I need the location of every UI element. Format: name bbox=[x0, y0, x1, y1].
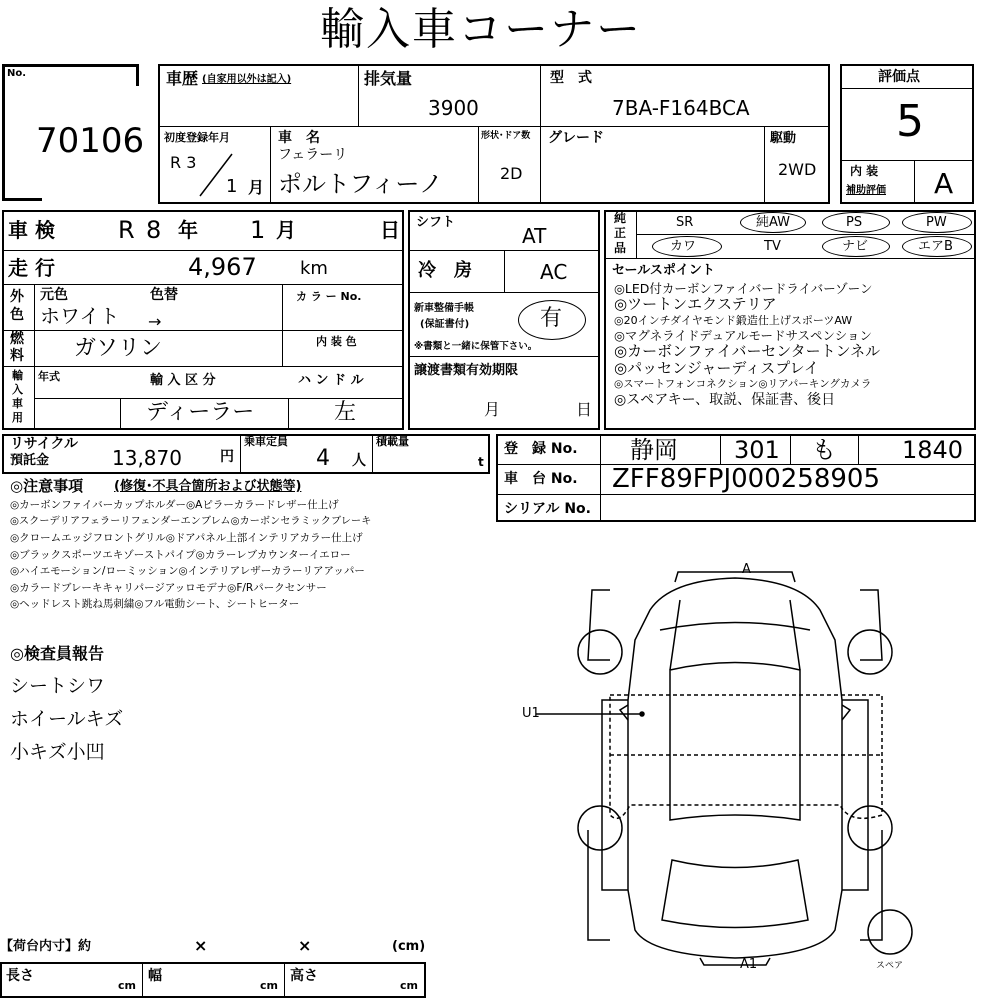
handle-value: 左 bbox=[334, 400, 357, 425]
shift-value: AT bbox=[522, 224, 547, 248]
notes-subtitle: (修復･不具合箇所および状態等) bbox=[114, 479, 302, 494]
first-reg-year: R 3 bbox=[170, 153, 197, 172]
wheel-front-right bbox=[848, 630, 892, 674]
note-item: ◎ハイエモーション/ローミッション◎インテリアレザーカラーリアアッパー bbox=[10, 565, 365, 577]
new-car-manual-note: ※書類と一緒に保管下さい。 bbox=[414, 341, 538, 352]
equip-tv: TV bbox=[764, 239, 781, 254]
capacity-unit: 人 bbox=[352, 453, 366, 469]
cargo-height-unit: cm bbox=[400, 979, 418, 992]
front-bumper bbox=[675, 572, 795, 582]
first-reg-month: 1 bbox=[226, 176, 238, 197]
first-reg-month-unit: 月 bbox=[248, 178, 265, 197]
inspection-day-unit: 日 bbox=[380, 218, 400, 242]
recycle-sub-label: 預託金 bbox=[10, 453, 50, 468]
lot-label: No. bbox=[7, 68, 27, 79]
cargo-x1: × bbox=[194, 936, 208, 955]
cargo-x2: × bbox=[298, 936, 312, 955]
registration-label: 登 録 No. bbox=[504, 441, 578, 457]
notes-title: ◎注意事項 bbox=[10, 477, 84, 495]
car-body-outline bbox=[628, 578, 842, 958]
shift-label: シフト bbox=[416, 215, 456, 230]
transfer-day-unit: 日 bbox=[576, 400, 593, 419]
mileage-label: 走 行 bbox=[8, 256, 55, 280]
page-title: 輸入車コーナー bbox=[320, 4, 642, 55]
equip-leather: カワ bbox=[670, 239, 697, 254]
orig-color-label: 元色 bbox=[40, 287, 68, 303]
exterior-side-2: 色 bbox=[10, 307, 24, 323]
cargo-length-unit: cm bbox=[118, 979, 136, 992]
right-mirror bbox=[842, 705, 850, 720]
inspection-month: 1 bbox=[250, 216, 266, 244]
equipment-side-2: 正 bbox=[614, 226, 627, 240]
diagram-rear-label: A1 bbox=[740, 957, 758, 972]
inspector-item: シートシワ bbox=[10, 675, 106, 697]
cargo-title: 【荷台内寸】約 bbox=[0, 939, 92, 954]
inspector-title: ◎検査員報告 bbox=[10, 644, 104, 663]
car-name: ポルトフィーノ bbox=[278, 170, 443, 198]
drive-label: 駆動 bbox=[770, 131, 797, 146]
sales-points-label: セールスポイント bbox=[612, 263, 715, 278]
displacement-label: 排気量 bbox=[364, 69, 413, 88]
drive-value: 2WD bbox=[778, 160, 817, 179]
diagram-mark-label: U1 bbox=[522, 706, 540, 721]
cargo-width-unit: cm bbox=[260, 979, 278, 992]
note-item: ◎ブラックスポーツエキゾーストパイプ◎カラーレブカウンターイエロー bbox=[10, 548, 351, 561]
import-side-4: 用 bbox=[12, 411, 23, 424]
lot-value: 70106 bbox=[36, 121, 145, 161]
wheel-rear-left bbox=[578, 806, 622, 850]
import-side-2: 入 bbox=[12, 383, 23, 396]
note-item: ◎カーボンファイバーカップホルダー◎Aピラーカラードレザー仕上げ bbox=[10, 499, 339, 511]
sales-point: ◎20インチダイヤモンド鍛造仕上げスポーツAW bbox=[614, 314, 853, 327]
cargo-box bbox=[0, 962, 426, 998]
new-car-manual-label: 新車整備手帳 bbox=[414, 303, 474, 314]
sales-point: ◎マグネライドデュアルモードサスペンション bbox=[614, 328, 872, 343]
car-name-label: 車 名 bbox=[278, 130, 320, 146]
notes-list bbox=[10, 497, 495, 613]
ac-value: AC bbox=[540, 260, 568, 284]
inspector-item: 小キズ小凹 bbox=[10, 741, 105, 763]
transfer-month-unit: 月 bbox=[484, 400, 501, 419]
equip-airbag: エアB bbox=[918, 239, 953, 254]
body-label: 形状･ドア数 bbox=[481, 131, 531, 141]
inspection-month-unit: 月 bbox=[276, 218, 296, 242]
equip-pw: PW bbox=[926, 215, 947, 230]
mileage-value: 4,967 bbox=[188, 253, 257, 281]
equip-sr: SR bbox=[676, 215, 694, 230]
fuel-side-1: 燃 bbox=[10, 331, 24, 347]
chassis-label: 車 台 No. bbox=[504, 471, 578, 487]
grade-label: グレード bbox=[548, 130, 604, 146]
fuel-value: ガソリン bbox=[74, 336, 163, 361]
note-item: ◎カラードブレーキキャリパージアッロモデナ◎F/Rパークセンサー bbox=[10, 581, 327, 594]
spare-wheel bbox=[868, 910, 912, 954]
sales-point: ◎パッセンジャーディスプレイ bbox=[614, 359, 819, 377]
interior-dashed-outline bbox=[610, 695, 882, 818]
import-type-label: 輸 入 区 分 bbox=[150, 373, 216, 388]
ac-label: 冷 房 bbox=[418, 260, 472, 281]
exterior-side-1: 外 bbox=[10, 289, 24, 305]
wheel-rear-right bbox=[848, 806, 892, 850]
registration-pref: 静岡 bbox=[630, 436, 678, 464]
diagram-front-label: A bbox=[742, 562, 751, 577]
wheel-front-left bbox=[578, 630, 622, 674]
mileage-unit: km bbox=[300, 258, 328, 279]
inspection-year-unit: 年 bbox=[178, 218, 198, 242]
equipment-side-3: 品 bbox=[614, 241, 627, 255]
note-item: ◎スクーデリアフェラーリフェンダーエンブレム◎カーボンセラミックブレーキ bbox=[10, 515, 372, 527]
import-side-1: 輸 bbox=[12, 369, 23, 382]
cargo-unit: (cm) bbox=[392, 939, 426, 954]
load-label: 積載量 bbox=[376, 435, 409, 448]
equipment-side-1: 純 bbox=[614, 211, 627, 225]
score-value: 5 bbox=[896, 96, 924, 147]
orig-color-value: ホワイト bbox=[40, 304, 120, 328]
equip-ps: PS bbox=[846, 215, 863, 230]
equip-navi: ナビ bbox=[842, 239, 869, 254]
registration-class: 301 bbox=[734, 436, 780, 464]
sales-point: ◎スペアキー、取説、保証書、後日 bbox=[614, 392, 836, 408]
import-side-3: 車 bbox=[12, 397, 23, 410]
serial-label: シリアル No. bbox=[504, 501, 591, 517]
diagram-spare-label: スペア bbox=[876, 961, 904, 971]
color-code-label: カ ラ ー No. bbox=[296, 290, 362, 303]
sales-point: ◎LED付カーボンファイバードライバーゾーン bbox=[614, 281, 873, 296]
capacity-label: 乗車定員 bbox=[244, 435, 288, 448]
equip-alloy: 純AW bbox=[756, 215, 791, 230]
car-condition-diagram bbox=[500, 560, 970, 985]
cargo-length-label: 長さ bbox=[6, 968, 34, 984]
lot-number-box bbox=[2, 64, 148, 200]
registration-number: 1840 bbox=[902, 436, 964, 464]
sales-point: ◎スマートフォンコネクション◎リアパーキングカメラ bbox=[614, 378, 872, 390]
history-note: (自家用以外は記入) bbox=[202, 74, 292, 85]
recycle-label: リサイクル bbox=[10, 436, 79, 452]
inspection-era: R bbox=[118, 216, 135, 244]
fuel-side-2: 料 bbox=[10, 348, 24, 364]
note-item: ◎ヘッドレスト跳ね馬刺繍◎フル電動シート、シートヒーター bbox=[10, 598, 300, 610]
history-label: 車歴 bbox=[166, 69, 199, 88]
capacity-value: 4 bbox=[316, 446, 330, 471]
interior-sub-label: 補助評価 bbox=[846, 185, 886, 196]
import-type-value: ディーラー bbox=[146, 400, 255, 425]
color-arrow: → bbox=[148, 312, 162, 331]
score-label: 評価点 bbox=[878, 69, 920, 85]
sales-point: ◎ツートンエクステリア bbox=[614, 295, 777, 313]
chassis-value: ZFF89FPJ000258905 bbox=[612, 464, 880, 494]
inspector-item: ホイールキズ bbox=[10, 708, 124, 730]
new-car-manual-sub: (保証書付) bbox=[420, 319, 470, 330]
displacement-value: 3900 bbox=[428, 96, 479, 120]
model-code-label: 型 式 bbox=[550, 70, 592, 86]
cargo-height-label: 高さ bbox=[290, 968, 318, 984]
transfer-label: 譲渡書類有効期限 bbox=[414, 363, 519, 378]
sales-points-list bbox=[614, 281, 974, 409]
import-year-label: 年式 bbox=[38, 370, 60, 383]
inspection-year: 8 bbox=[146, 216, 162, 244]
recycle-unit: 円 bbox=[220, 449, 234, 465]
model-code-value: 7BA-F164BCA bbox=[612, 96, 750, 120]
cargo-width-label: 幅 bbox=[148, 968, 162, 984]
interior-color-label: 内 装 色 bbox=[316, 335, 357, 348]
sales-point: ◎カーボンファイバーセンタートンネル bbox=[614, 342, 881, 360]
note-item: ◎クロームエッジフロントグリル◎ドアパネル上部インテリアカラー仕上げ bbox=[10, 532, 363, 544]
left-mirror bbox=[620, 705, 628, 720]
change-color-label: 色替 bbox=[150, 287, 178, 303]
handle-label: ハ ン ド ル bbox=[298, 373, 364, 388]
inspector-list bbox=[10, 670, 123, 769]
body-value: 2D bbox=[500, 164, 523, 183]
inspection-label: 車 検 bbox=[8, 218, 55, 242]
car-maker: フェラーリ bbox=[278, 147, 348, 163]
load-unit: t bbox=[478, 455, 484, 469]
recycle-value: 13,870 bbox=[112, 446, 182, 470]
interior-score: A bbox=[934, 167, 954, 200]
registration-kana: も bbox=[812, 436, 836, 464]
interior-label: 内 装 bbox=[850, 164, 879, 178]
new-car-manual-value: 有 bbox=[540, 306, 563, 331]
first-reg-label: 初度登録年月 bbox=[164, 131, 230, 144]
